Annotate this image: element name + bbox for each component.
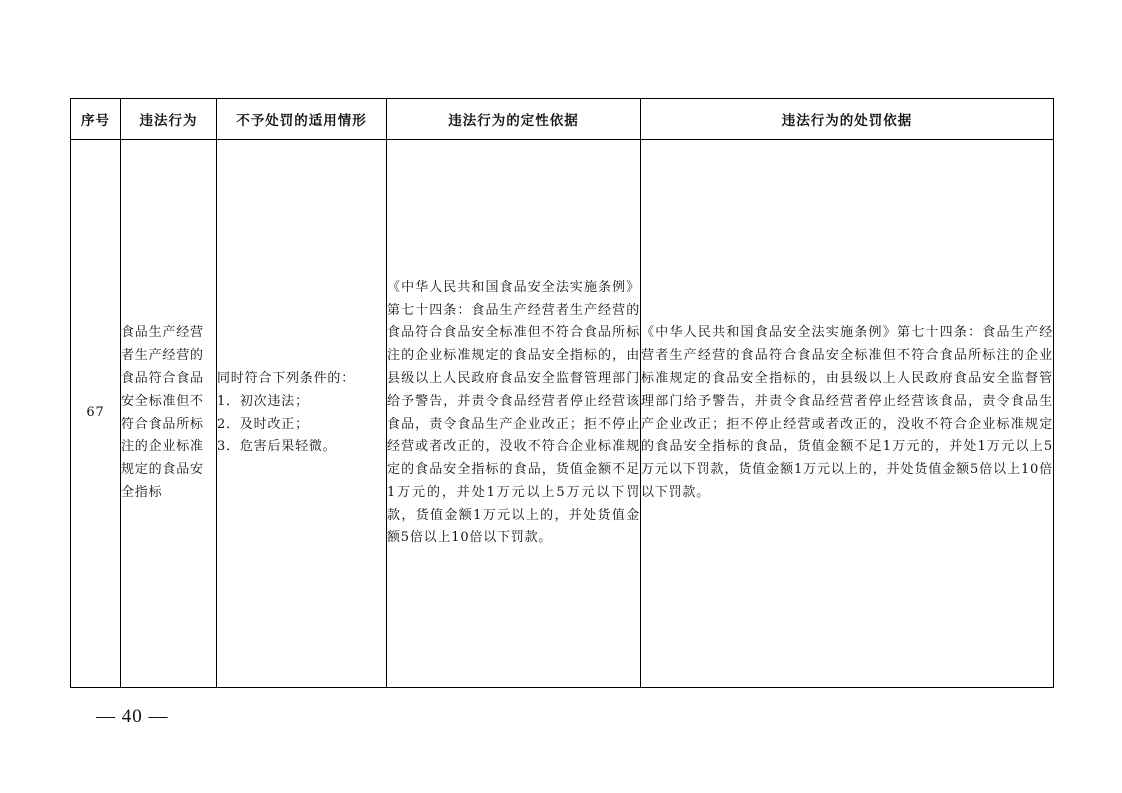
row-qualification-basis: 《中华人民共和国食品安全法实施条例》第七十四条：食品生产经营者生产经营的食品符合食品安全标准但不符合食品所标注的企业标准规定的食品安全指标的，由县级以上人民政府食品安全监督管理部门给予警告，并责令食品经营者停止经营该食品，责令食品生产企业改正；拒不停止经营或者改正的，没收不符合企业标准规定的食品安全指标的食品，货值金额不足1万元的，并处1万元以上5万元以下罚款，货值金额1万元以上的，并处货值金额5倍以上10倍以下罚款。 — [387, 140, 641, 688]
header-exemption-conditions: 不予处罚的适用情形 — [217, 99, 387, 140]
header-seq: 序号 — [71, 99, 121, 140]
table-row — [71, 140, 1054, 688]
exemption-item: 1．初次违法； — [217, 393, 309, 409]
row-violation: 食品生产经营者生产经营的食品符合食品安全标准但不符合食品所标注的企业标准规定的食品安全指标 — [121, 140, 217, 688]
table-header-row — [71, 99, 1054, 140]
row-seq-number: 67 — [71, 140, 121, 688]
penalty-table — [70, 98, 1054, 688]
header-penalty-basis: 违法行为的处罚依据 — [641, 99, 1054, 140]
row-exemption-conditions — [217, 140, 387, 688]
header-qualification-basis: 违法行为的定性依据 — [387, 99, 641, 140]
row-penalty-basis: 《中华人民共和国食品安全法实施条例》第七十四条：食品生产经营者生产经营的食品符合食品安全标准但不符合食品所标注的企业标准规定的食品安全指标的，由县级以上人民政府食品安全监督管理部门给予警告，并责令食品经营者停止经营该食品，责令食品生产企业改正；拒不停止经营或者改正的，没收不符合企业标准规定的食品安全指标的食品，货值金额不足1万元的，并处1万元以上5万元以下罚款，货值金额1万元以上的，并处货值金额5倍以上10倍以下罚款。 — [641, 140, 1054, 688]
exemption-intro: 同时符合下列条件的： — [217, 370, 356, 386]
page-number: — 40 — — [96, 706, 169, 727]
exemption-item: 3．危害后果轻微。 — [217, 439, 337, 455]
header-violation: 违法行为 — [121, 99, 217, 140]
exemption-item: 2．及时改正； — [217, 416, 309, 432]
